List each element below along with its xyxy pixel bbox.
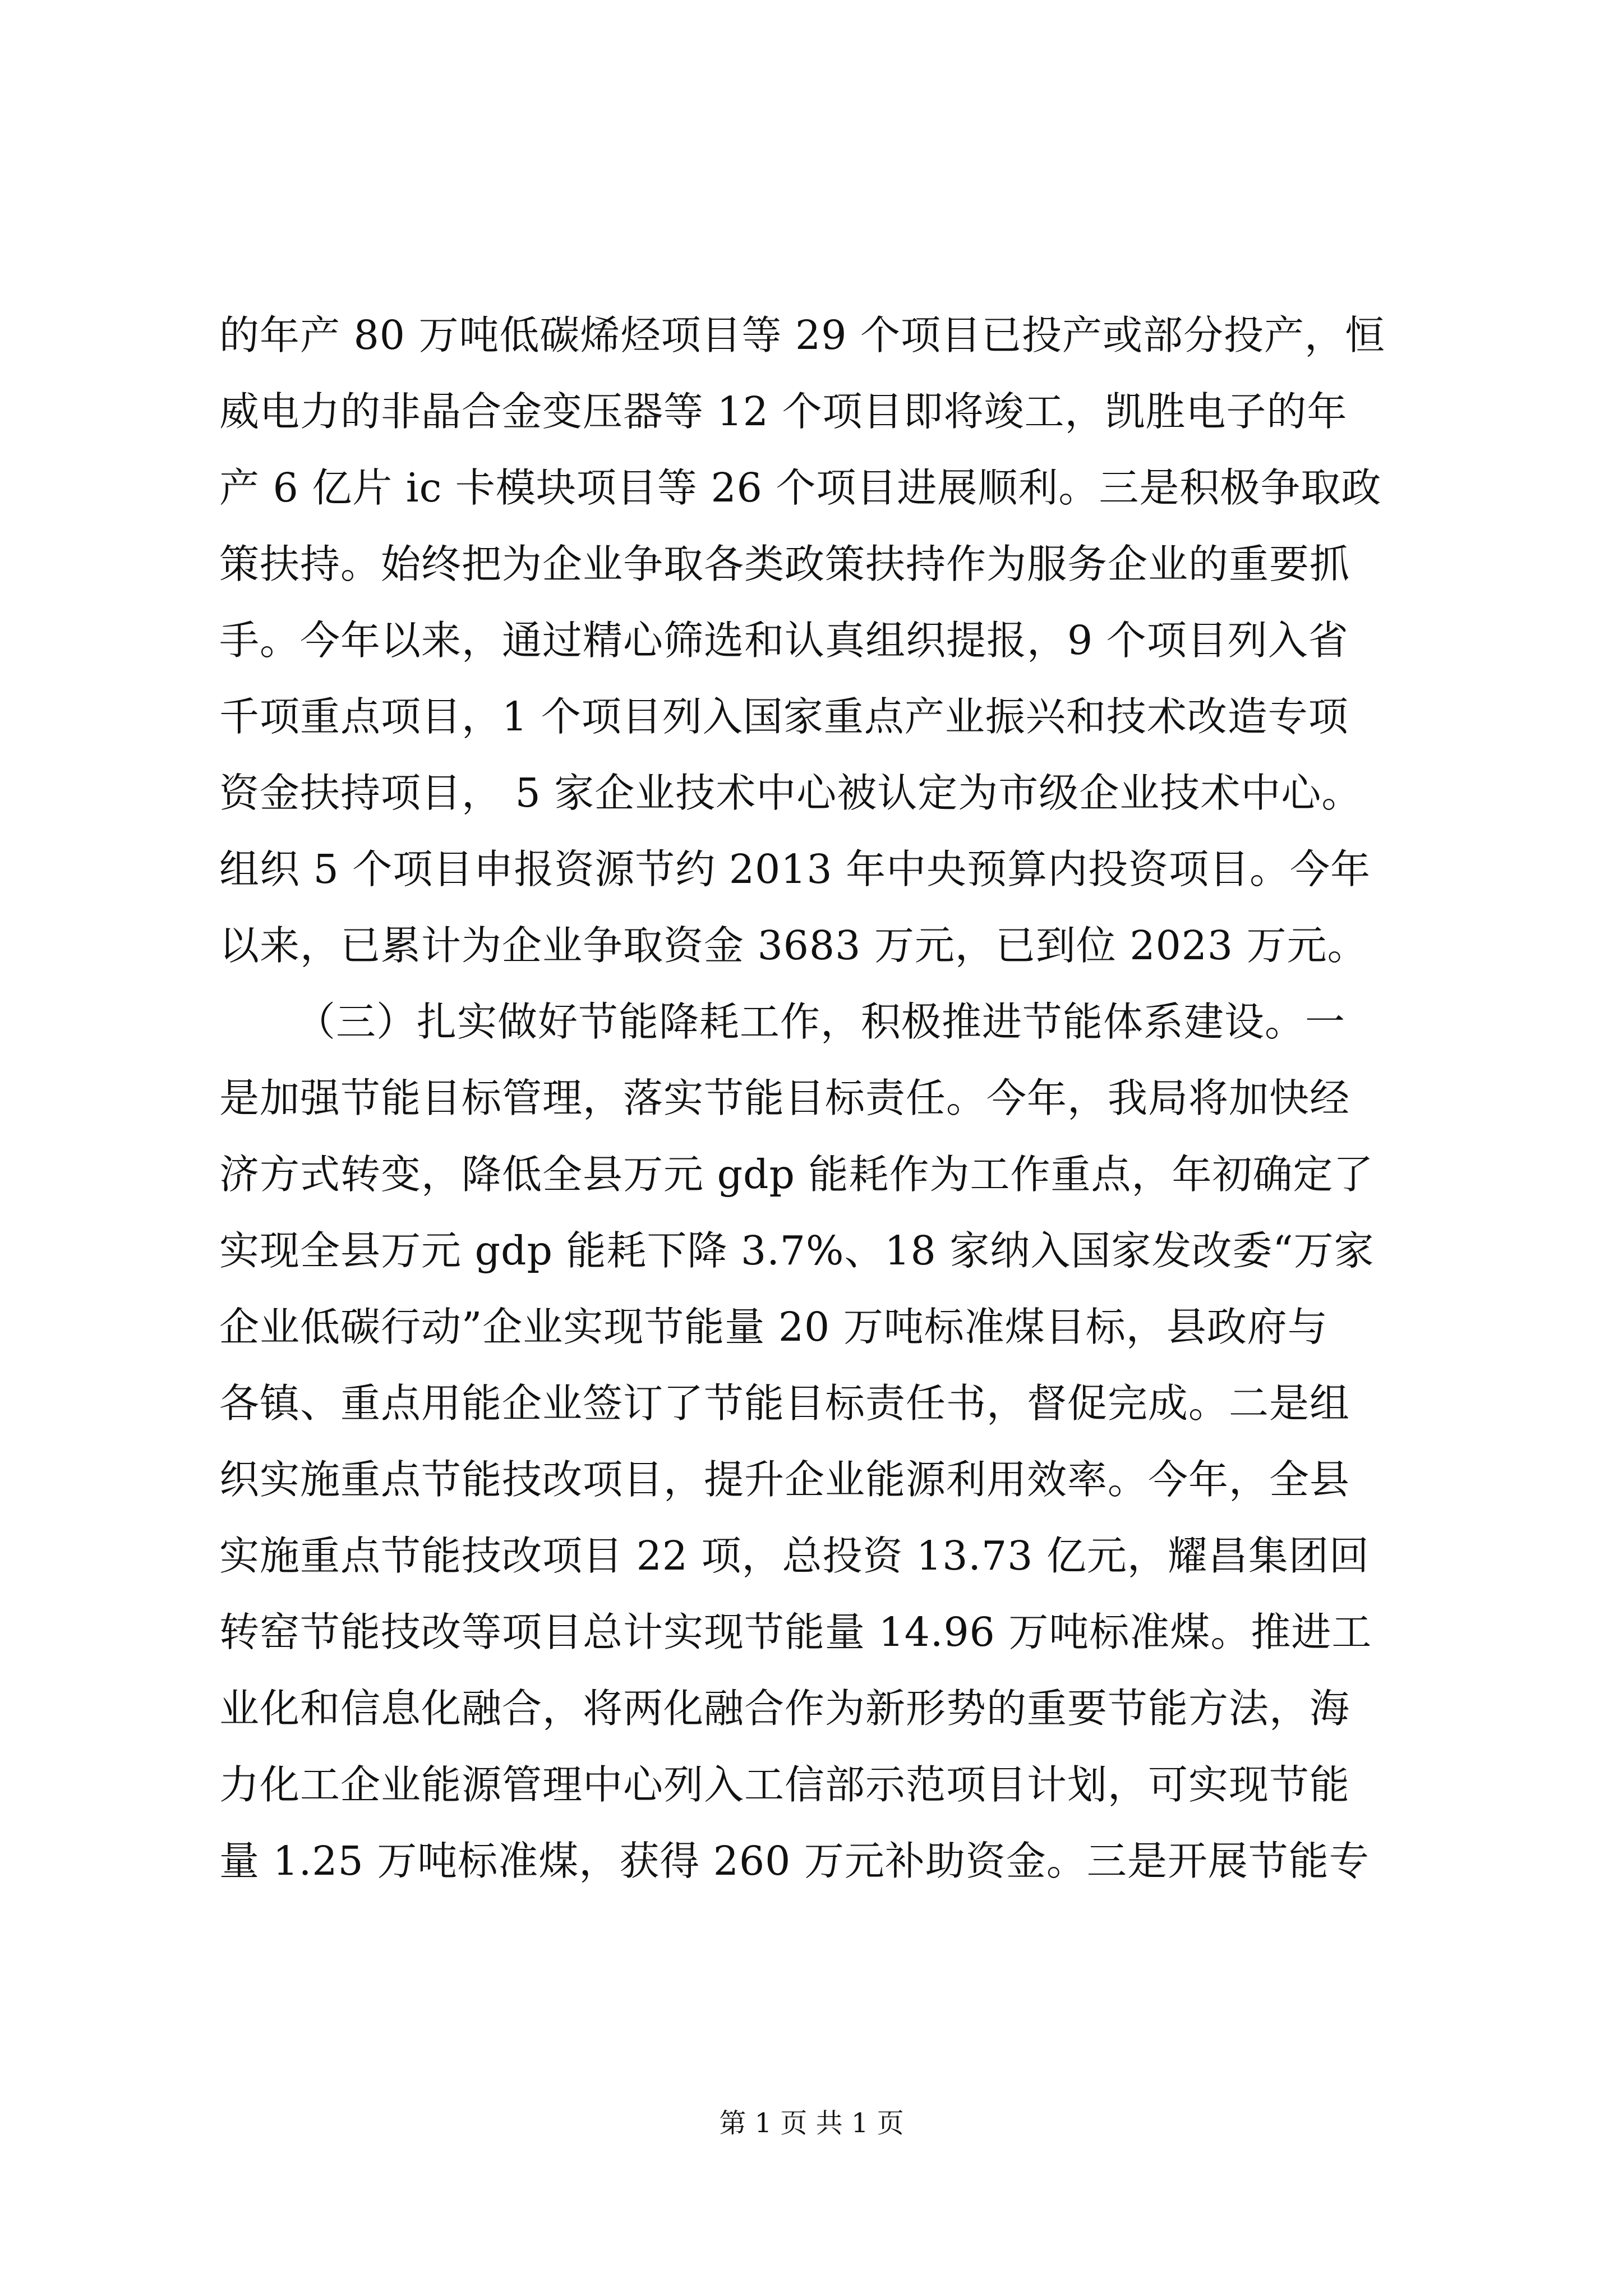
body-line-21: 量 1.25 万吨标准煤，获得 260 万元补助资金。三是开展节能专 bbox=[219, 1838, 1370, 1884]
body-line-12: 济方式转变，降低全县万元 gdp 能耗作为工作重点，年初确定了 bbox=[219, 1151, 1374, 1198]
body-line-8: 组织 5 个项目申报资源节约 2013 年中央预算内投资项目。今年 bbox=[219, 846, 1371, 892]
body-line-20: 力化工企业能源管理中心列入工信部示范项目计划，可实现节能 bbox=[219, 1761, 1350, 1808]
body-line-18: 转窑节能技改等项目总计实现节能量 14.96 万吨标准煤。推进工 bbox=[219, 1609, 1372, 1655]
body-line-2: 威电力的非晶合金变压器等 12 个项目即将竣工，凯胜电子的年 bbox=[219, 388, 1348, 435]
page-footer: 第 1 页 共 1 页 bbox=[719, 2108, 904, 2139]
body-line-15: 各镇、重点用能企业签订了节能目标责任书，督促完成。二是组 bbox=[219, 1380, 1350, 1427]
body-line-19: 业化和信息化融合，将两化融合作为新形势的重要节能方法，海 bbox=[219, 1685, 1350, 1732]
body-line-1: 的年产 80 万吨低碳烯烃项目等 29 个项目已投产或部分投产，恒 bbox=[219, 312, 1385, 358]
body-line-5: 手。今年以来，通过精心筛选和认真组织提报，9 个项目列入省 bbox=[219, 617, 1349, 664]
body-line-14: 企业低碳行动”企业实现节能量 20 万吨标准煤目标，县政府与 bbox=[219, 1304, 1328, 1350]
body-line-7: 资金扶持项目， 5 家企业技术中心被认定为市级企业技术中心。 bbox=[219, 770, 1362, 816]
body-line-11: 是加强节能目标管理，落实节能目标责任。今年，我局将加快经 bbox=[219, 1075, 1350, 1121]
body-line-4: 策扶持。始终把为企业争取各类政策扶持作为服务企业的重要抓 bbox=[219, 541, 1350, 587]
body-line-3: 产 6 亿片 ic 卡模块项目等 26 个项目进展顺利。三是积极争取政 bbox=[219, 464, 1382, 511]
body-line-6: 千项重点项目，1 个项目列入国家重点产业振兴和技术改造专项 bbox=[219, 693, 1349, 740]
body-line-17: 实施重点节能技改项目 22 项，总投资 13.73 亿元，耀昌集团回 bbox=[219, 1533, 1370, 1579]
section-three-first-line: （三）扎实做好节能降耗工作，积极推进节能体系建设。一 bbox=[296, 999, 1346, 1045]
body-line-13: 实现全县万元 gdp 能耗下降 3.7%、18 家纳入国家发改委“万家 bbox=[219, 1227, 1375, 1274]
body-line-9: 以来，已累计为企业争取资金 3683 万元，已到位 2023 万元。 bbox=[219, 922, 1368, 969]
body-line-16: 织实施重点节能技改项目，提升企业能源利用效率。今年，全县 bbox=[219, 1456, 1350, 1503]
